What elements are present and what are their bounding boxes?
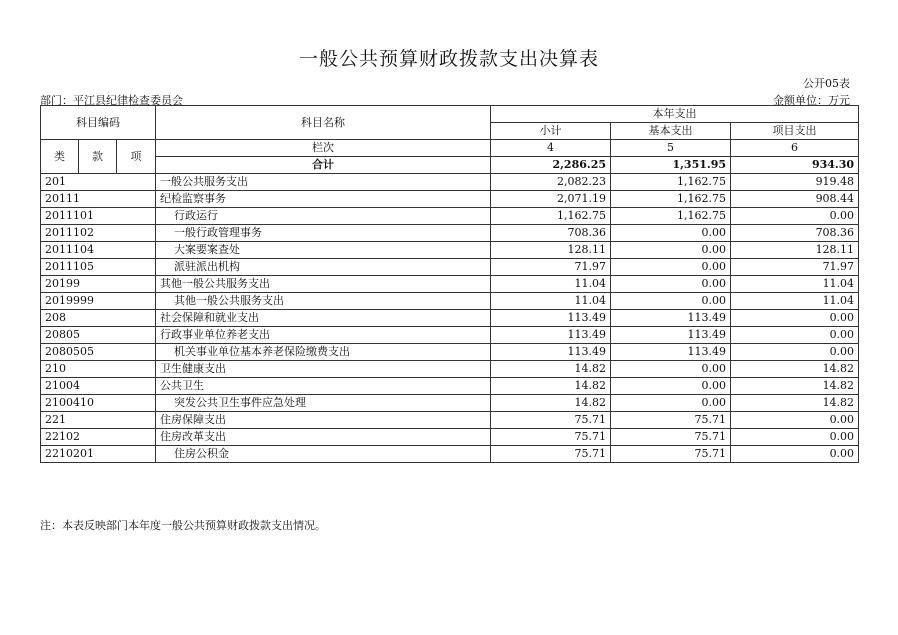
table-row: [41, 242, 859, 259]
total-project: 934.30: [731, 157, 859, 174]
row-basic: 1,162.75: [611, 174, 731, 191]
table-row: [41, 446, 859, 463]
row-name: 机关事业单位基本养老保险缴费支出: [156, 344, 491, 361]
table-row: [41, 361, 859, 378]
row-subtotal: 75.71: [491, 446, 611, 463]
row-project: 0.00: [731, 344, 859, 361]
header-project: 项目支出: [731, 123, 859, 140]
row-subtotal: 14.82: [491, 378, 611, 395]
row-project: 71.97: [731, 259, 859, 276]
header-current-year: 本年支出: [491, 106, 859, 123]
row-subtotal: 128.11: [491, 242, 611, 259]
row-name: 行政运行: [156, 208, 491, 225]
table-row: [41, 344, 859, 361]
row-subtotal: 113.49: [491, 310, 611, 327]
table-row: [41, 276, 859, 293]
row-project: 0.00: [731, 208, 859, 225]
row-project: 0.00: [731, 446, 859, 463]
row-code: 2011105: [41, 259, 156, 276]
department-label: 部门：平江县纪律检查委员会: [40, 94, 183, 107]
row-subtotal: 14.82: [491, 395, 611, 412]
row-project: 919.48: [731, 174, 859, 191]
row-name: 其他一般公共服务支出: [156, 276, 491, 293]
amount-unit-label: 金额单位：万元: [773, 94, 850, 107]
row-basic: 1,162.75: [611, 191, 731, 208]
header-kuan: 款: [79, 140, 117, 174]
row-project: 0.00: [731, 429, 859, 446]
row-code: 2011102: [41, 225, 156, 242]
row-subtotal: 1,162.75: [491, 208, 611, 225]
row-project: 708.36: [731, 225, 859, 242]
row-code: 2100410: [41, 395, 156, 412]
total-basic: 1,351.95: [611, 157, 731, 174]
total-row: [41, 157, 859, 174]
table-row: [41, 208, 859, 225]
header-row-1: [41, 106, 859, 123]
row-code: 208: [41, 310, 156, 327]
row-basic: 113.49: [611, 310, 731, 327]
row-code: 20111: [41, 191, 156, 208]
row-name: 卫生健康支出: [156, 361, 491, 378]
row-code: 221: [41, 412, 156, 429]
row-project: 14.82: [731, 361, 859, 378]
row-code: 20805: [41, 327, 156, 344]
row-code: 22102: [41, 429, 156, 446]
row-code: 2210201: [41, 446, 156, 463]
row-subtotal: 75.71: [491, 429, 611, 446]
row-name: 住房改革支出: [156, 429, 491, 446]
row-code: 2080505: [41, 344, 156, 361]
row-basic: 1,162.75: [611, 208, 731, 225]
row-subtotal: 113.49: [491, 344, 611, 361]
row-code: 201: [41, 174, 156, 191]
row-name: 突发公共卫生事件应急处理: [156, 395, 491, 412]
column-number-4: 4: [491, 140, 611, 157]
row-project: 0.00: [731, 310, 859, 327]
row-code: 20199: [41, 276, 156, 293]
table-row: [41, 225, 859, 242]
row-name: 一般行政管理事务: [156, 225, 491, 242]
expenditure-table: [40, 105, 859, 463]
row-basic: 113.49: [611, 327, 731, 344]
header-xiang: 项: [117, 140, 156, 174]
row-project: 0.00: [731, 327, 859, 344]
row-subtotal: 71.97: [491, 259, 611, 276]
column-number-6: 6: [731, 140, 859, 157]
table-row: [41, 327, 859, 344]
header-lei: 类: [41, 140, 79, 174]
row-subtotal: 2,071.19: [491, 191, 611, 208]
row-project: 14.82: [731, 378, 859, 395]
page-title: 一般公共预算财政拨款支出决算表: [298, 48, 599, 70]
row-basic: 0.00: [611, 225, 731, 242]
row-basic: 0.00: [611, 361, 731, 378]
row-subtotal: 113.49: [491, 327, 611, 344]
row-project: 14.82: [731, 395, 859, 412]
row-name: 社会保障和就业支出: [156, 310, 491, 327]
table-row: [41, 259, 859, 276]
row-name: 派驻派出机构: [156, 259, 491, 276]
form-number: 公开05表: [803, 77, 850, 90]
row-basic: 0.00: [611, 259, 731, 276]
header-name: 科目名称: [156, 106, 491, 140]
row-name: 其他一般公共服务支出: [156, 293, 491, 310]
column-number-row: [41, 140, 859, 157]
table-row: [41, 429, 859, 446]
row-subtotal: 708.36: [491, 225, 611, 242]
row-subtotal: 11.04: [491, 293, 611, 310]
row-code: 2019999: [41, 293, 156, 310]
row-name: 住房保障支出: [156, 412, 491, 429]
row-project: 908.44: [731, 191, 859, 208]
table-row: [41, 174, 859, 191]
row-basic: 113.49: [611, 344, 731, 361]
total-subtotal: 2,286.25: [491, 157, 611, 174]
row-name: 一般公共服务支出: [156, 174, 491, 191]
row-project: 11.04: [731, 276, 859, 293]
row-code: 2011104: [41, 242, 156, 259]
row-basic: 0.00: [611, 378, 731, 395]
column-label: 栏次: [156, 140, 491, 157]
row-project: 0.00: [731, 412, 859, 429]
row-subtotal: 11.04: [491, 276, 611, 293]
column-number-5: 5: [611, 140, 731, 157]
row-subtotal: 75.71: [491, 412, 611, 429]
row-name: 大案要案查处: [156, 242, 491, 259]
header-subtotal: 小计: [491, 123, 611, 140]
table-row: [41, 412, 859, 429]
row-basic: 0.00: [611, 293, 731, 310]
row-code: 210: [41, 361, 156, 378]
row-name: 公共卫生: [156, 378, 491, 395]
row-code: 2011101: [41, 208, 156, 225]
table-row: [41, 310, 859, 327]
row-basic: 0.00: [611, 276, 731, 293]
row-subtotal: 14.82: [491, 361, 611, 378]
row-basic: 0.00: [611, 395, 731, 412]
row-project: 128.11: [731, 242, 859, 259]
header-code: 科目编码: [41, 106, 156, 140]
row-basic: 75.71: [611, 446, 731, 463]
footnote: 注：本表反映部门本年度一般公共预算财政拨款支出情况。: [40, 519, 326, 532]
table-row: [41, 191, 859, 208]
header-basic: 基本支出: [611, 123, 731, 140]
row-name: 行政事业单位养老支出: [156, 327, 491, 344]
total-label: 合计: [156, 157, 491, 174]
row-name: 纪检监察事务: [156, 191, 491, 208]
row-name: 住房公积金: [156, 446, 491, 463]
row-basic: 75.71: [611, 412, 731, 429]
row-project: 11.04: [731, 293, 859, 310]
row-basic: 75.71: [611, 429, 731, 446]
table-row: [41, 395, 859, 412]
row-subtotal: 2,082.23: [491, 174, 611, 191]
row-basic: 0.00: [611, 242, 731, 259]
row-code: 21004: [41, 378, 156, 395]
table-row: [41, 378, 859, 395]
table-row: [41, 293, 859, 310]
